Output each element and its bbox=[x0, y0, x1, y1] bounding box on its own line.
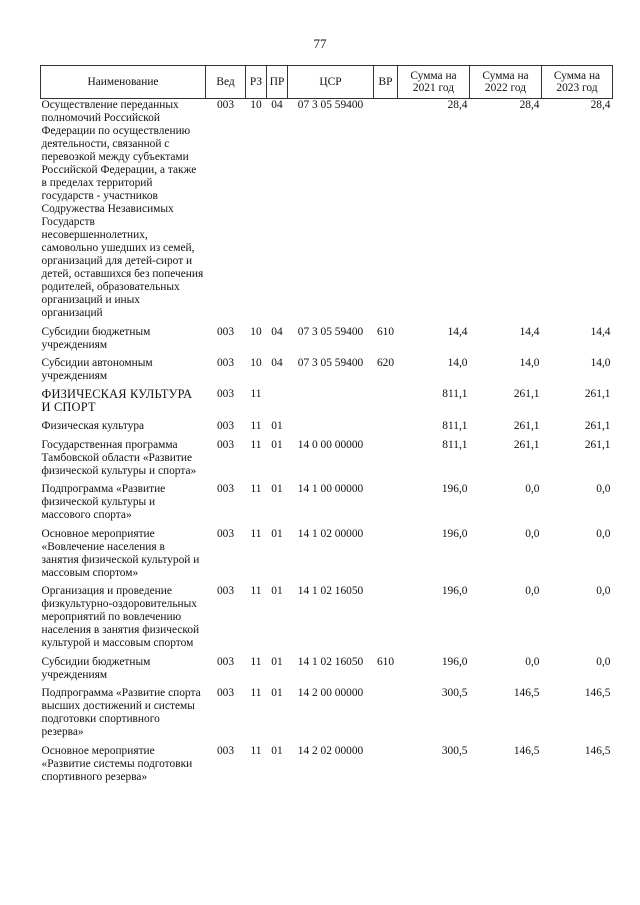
cell-ved: 003 bbox=[216, 439, 235, 451]
cell-csr: 14 2 02 00000 bbox=[297, 745, 364, 757]
header-rz: РЗ bbox=[246, 66, 267, 99]
cell-name: Подпрограмма «Развитие физической культуры и массового спорта» bbox=[41, 483, 166, 521]
cell-sum-2021: 300,5 bbox=[441, 745, 468, 757]
cell-sum-2021: 196,0 bbox=[441, 528, 468, 540]
cell-ved: 003 bbox=[216, 357, 235, 369]
cell-rz: 11 bbox=[250, 388, 262, 400]
cell-rz: 11 bbox=[250, 528, 262, 540]
header-ved: Вед bbox=[206, 66, 246, 99]
page-number: 77 bbox=[313, 36, 327, 51]
cell-ved: 003 bbox=[216, 656, 235, 668]
cell-vr: 610 bbox=[376, 326, 395, 338]
cell-sum-2023: 0,0 bbox=[596, 528, 611, 540]
table-row bbox=[41, 388, 613, 420]
cell-pr: 01 bbox=[271, 745, 283, 757]
cell-rz: 10 bbox=[250, 326, 262, 338]
table-row bbox=[41, 439, 613, 483]
cell-vr bbox=[374, 388, 398, 420]
cell-csr: 14 0 00 00000 bbox=[297, 439, 364, 451]
cell-vr bbox=[374, 745, 398, 790]
cell-ved: 003 bbox=[216, 420, 235, 432]
cell-csr: 07 3 05 59400 bbox=[297, 357, 364, 369]
table-row bbox=[41, 745, 613, 790]
cell-pr: 01 bbox=[271, 420, 283, 432]
cell-sum-2023: 146,5 bbox=[584, 745, 611, 757]
cell-name: ФИЗИЧЕСКАЯ КУЛЬТУРА И СПОРТ bbox=[41, 387, 193, 414]
cell-rz: 11 bbox=[250, 585, 262, 597]
cell-ved: 003 bbox=[216, 745, 235, 757]
cell-rz: 11 bbox=[250, 687, 262, 699]
header-sum-2022: Сумма на 2022 год bbox=[470, 66, 542, 99]
cell-sum-2023: 261,1 bbox=[584, 388, 611, 400]
cell-sum-2022: 0,0 bbox=[525, 483, 540, 495]
cell-rz: 11 bbox=[250, 420, 262, 432]
table-row bbox=[41, 99, 613, 327]
cell-sum-2023: 0,0 bbox=[596, 585, 611, 597]
cell-ved: 003 bbox=[216, 483, 235, 495]
cell-sum-2021: 811,1 bbox=[442, 439, 468, 451]
cell-sum-2022: 28,4 bbox=[519, 99, 540, 111]
cell-sum-2022: 0,0 bbox=[525, 656, 540, 668]
cell-name: Основное мероприятие «Развитие системы подготовки спортивного резерва» bbox=[41, 745, 193, 783]
cell-csr: 14 1 02 00000 bbox=[297, 528, 364, 540]
cell-pr: 04 bbox=[271, 326, 283, 338]
cell-sum-2021: 28,4 bbox=[447, 99, 468, 111]
cell-name: Осуществление переданных полномочий Российской Федерации по осуществлению деятельности, связанной с перевозкой между субъектами Российской Федерации, а также в пределах территорий государств - участников Содружества Независимых Государств несовершеннолетних, самовольно ушедших из семей, организаций для детей-сирот и детей, оставшихся без попечения родителей, образовательных организаций и иных организаций bbox=[41, 99, 204, 319]
cell-name: Субсидии автономным учреждениям bbox=[41, 357, 153, 382]
cell-csr bbox=[288, 420, 374, 439]
cell-sum-2021: 14,0 bbox=[447, 357, 468, 369]
cell-name: Основное мероприятие «Вовлечение населения в занятия физической культурой и массовым спортом» bbox=[41, 528, 200, 579]
cell-vr bbox=[374, 687, 398, 745]
table-row bbox=[41, 483, 613, 528]
cell-sum-2022: 14,0 bbox=[519, 357, 540, 369]
header-sum-2023: Сумма на 2023 год bbox=[542, 66, 613, 99]
table-row bbox=[41, 326, 613, 357]
table-row bbox=[41, 687, 613, 745]
header-vr: ВР bbox=[374, 66, 398, 99]
budget-table bbox=[40, 65, 613, 790]
cell-ved: 003 bbox=[216, 388, 235, 400]
cell-csr: 07 3 05 59400 bbox=[297, 326, 364, 338]
cell-csr: 14 1 02 16050 bbox=[297, 656, 364, 668]
cell-pr: 04 bbox=[271, 99, 283, 111]
cell-name: Организация и проведение физкультурно-оздоровительных мероприятий по вовлечению населения в занятия физической культурой и массовым спортом bbox=[41, 585, 200, 649]
cell-vr bbox=[374, 99, 398, 327]
table-row bbox=[41, 357, 613, 388]
cell-sum-2021: 811,1 bbox=[442, 388, 468, 400]
cell-csr bbox=[288, 388, 374, 420]
table-header-row bbox=[41, 66, 613, 99]
cell-csr: 14 2 00 00000 bbox=[297, 687, 364, 699]
header-name: Наименование bbox=[41, 66, 206, 99]
cell-sum-2022: 0,0 bbox=[525, 585, 540, 597]
cell-rz: 10 bbox=[250, 357, 262, 369]
cell-ved: 003 bbox=[216, 326, 235, 338]
cell-pr: 01 bbox=[271, 585, 283, 597]
cell-name: Физическая культура bbox=[41, 420, 145, 432]
cell-sum-2023: 261,1 bbox=[584, 420, 611, 432]
cell-sum-2022: 261,1 bbox=[513, 388, 540, 400]
cell-pr: 01 bbox=[271, 528, 283, 540]
cell-ved: 003 bbox=[216, 585, 235, 597]
cell-sum-2023: 0,0 bbox=[596, 483, 611, 495]
cell-name: Государственная программа Тамбовской области «Развитие физической культуры и спорта» bbox=[41, 439, 197, 477]
cell-vr bbox=[374, 439, 398, 483]
cell-rz: 11 bbox=[250, 745, 262, 757]
cell-sum-2023: 14,0 bbox=[590, 357, 611, 369]
table-row bbox=[41, 585, 613, 656]
cell-ved: 003 bbox=[216, 687, 235, 699]
cell-vr: 610 bbox=[376, 656, 395, 668]
cell-sum-2023: 28,4 bbox=[590, 99, 611, 111]
cell-pr: 01 bbox=[271, 483, 283, 495]
cell-pr bbox=[267, 388, 288, 420]
cell-sum-2022: 146,5 bbox=[513, 745, 540, 757]
cell-sum-2022: 14,4 bbox=[519, 326, 540, 338]
cell-sum-2021: 196,0 bbox=[441, 656, 468, 668]
cell-sum-2022: 0,0 bbox=[525, 528, 540, 540]
cell-name: Подпрограмма «Развитие спорта высших достижений и системы подготовки спортивного резерва» bbox=[41, 687, 201, 738]
cell-sum-2022: 261,1 bbox=[513, 420, 540, 432]
cell-csr: 14 1 00 00000 bbox=[297, 483, 364, 495]
table-row bbox=[41, 656, 613, 687]
cell-vr bbox=[374, 585, 398, 656]
cell-vr bbox=[374, 483, 398, 528]
cell-csr: 07 3 05 59400 bbox=[297, 99, 364, 111]
cell-sum-2023: 0,0 bbox=[596, 656, 611, 668]
cell-sum-2023: 146,5 bbox=[584, 687, 611, 699]
cell-csr: 14 1 02 16050 bbox=[297, 585, 364, 597]
cell-sum-2021: 811,1 bbox=[442, 420, 468, 432]
cell-sum-2021: 196,0 bbox=[441, 585, 468, 597]
cell-ved: 003 bbox=[216, 99, 235, 111]
cell-name: Субсидии бюджетным учреждениям bbox=[41, 326, 151, 351]
cell-ved: 003 bbox=[216, 528, 235, 540]
cell-sum-2022: 146,5 bbox=[513, 687, 540, 699]
header-sum-2021: Сумма на 2021 год bbox=[398, 66, 470, 99]
cell-vr: 620 bbox=[376, 357, 395, 369]
cell-pr: 04 bbox=[271, 357, 283, 369]
header-csr: ЦСР bbox=[288, 66, 374, 99]
cell-sum-2021: 14,4 bbox=[447, 326, 468, 338]
cell-rz: 11 bbox=[250, 483, 262, 495]
cell-rz: 11 bbox=[250, 439, 262, 451]
cell-sum-2021: 196,0 bbox=[441, 483, 468, 495]
cell-vr bbox=[374, 420, 398, 439]
header-pr: ПР bbox=[267, 66, 288, 99]
cell-name: Субсидии бюджетным учреждениям bbox=[41, 656, 151, 681]
cell-sum-2022: 261,1 bbox=[513, 439, 540, 451]
cell-sum-2021: 300,5 bbox=[441, 687, 468, 699]
cell-rz: 11 bbox=[250, 656, 262, 668]
cell-rz: 10 bbox=[250, 99, 262, 111]
cell-pr: 01 bbox=[271, 656, 283, 668]
cell-pr: 01 bbox=[271, 687, 283, 699]
cell-sum-2023: 261,1 bbox=[584, 439, 611, 451]
table-row bbox=[41, 420, 613, 439]
cell-vr bbox=[374, 528, 398, 585]
table-row bbox=[41, 528, 613, 585]
cell-pr: 01 bbox=[271, 439, 283, 451]
cell-sum-2023: 14,4 bbox=[590, 326, 611, 338]
